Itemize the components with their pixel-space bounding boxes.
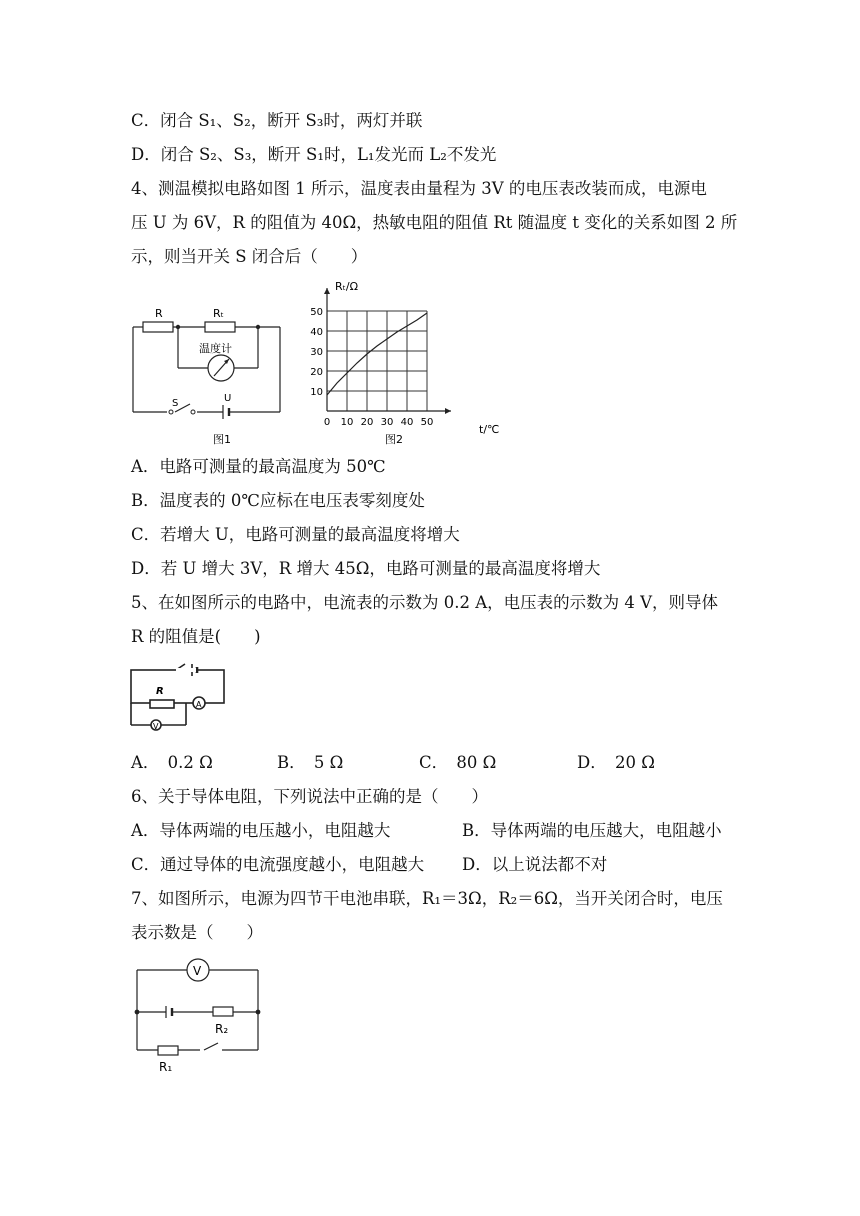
y-tick-label-4: 50 (310, 307, 323, 318)
q7-stem-line-1: 7、如图所示，电源为四节干电池串联，R₁＝3Ω，R₂＝6Ω，当开关闭合时，电压 (131, 889, 723, 908)
q5-stem-line-1: 5、在如图所示的电路中，电流表的示数为 0.2 A，电压表的示数为 4 V，则导体 (131, 593, 719, 612)
chart-grid (327, 311, 427, 411)
q4-stem-line-3: 示，则当开关 S 闭合后（ ） (131, 247, 368, 266)
chart-caption: 图2 (385, 433, 403, 446)
y-tick-label-0: 10 (310, 387, 323, 398)
q5-circuit-figure (126, 660, 230, 738)
x-tick-label-3: 30 (380, 417, 394, 428)
fig1-caption: 图1 (213, 433, 231, 446)
q7-circuit-figure (128, 958, 268, 1076)
x-tick-label-1: 10 (340, 417, 354, 428)
x-tick-label-0: 0 (323, 417, 331, 428)
x-axis-arrow (445, 408, 451, 414)
q4-stem-line-2: 压 U 为 6V，R 的阻值为 40Ω，热敏电阻的阻值 Rt 随温度 t 变化的关系如图 2 所 (131, 213, 738, 232)
chart-series-line (327, 313, 427, 395)
y-tick-label-1: 20 (310, 367, 323, 378)
x-tick-label-5: 50 (420, 417, 434, 428)
q6-option-b: B．导体两端的电压越大，电阻越小 (462, 821, 722, 840)
chart-ylabel: Rₜ/Ω (335, 280, 358, 293)
q5-label-a: A (196, 700, 202, 709)
q6-option-a: A．导体两端的电压越小，电阻越大 (131, 821, 391, 840)
y-tick-label-3: 40 (310, 327, 323, 338)
q7-label-r1: R₁ (159, 1060, 173, 1074)
x-tick-label-4: 40 (400, 417, 414, 428)
x-tick-label-2: 20 (360, 417, 374, 428)
q4-figure-2-chart (305, 276, 515, 450)
q4-option-a: A．电路可测量的最高温度为 50℃ (131, 457, 386, 476)
q6-option-d: D．以上说法都不对 (462, 855, 608, 874)
q7-label-v: V (193, 964, 202, 978)
y-tick-label-2: 30 (310, 347, 323, 358)
q7-label-r2: R₂ (215, 1022, 229, 1036)
q5-option-c: C． 80 Ω (419, 753, 497, 772)
q6-stem: 6、关于导体电阻，下列说法中正确的是（ ） (131, 787, 488, 806)
q6-option-c: C．通过导体的电流强度越小，电阻越大 (131, 855, 425, 874)
q5-option-b: B． 5 Ω (277, 753, 344, 772)
fig1-label-r: R (155, 307, 163, 320)
q4-option-c: C．若增大 U，电路可测量的最高温度将增大 (131, 525, 460, 544)
fig1-label-meter: 温度计 (199, 342, 232, 355)
fig1-label-u: U (224, 393, 232, 404)
q7-stem-line-2: 表示数是（ ） (131, 923, 263, 942)
q3-option-c: C．闭合 S₁、S₂，断开 S₃时，两灯并联 (131, 111, 423, 130)
q5-stem-line-2: R 的阻值是( ) (131, 627, 261, 646)
fig1-label-s: S (172, 398, 179, 409)
q5-option-a: A． 0.2 Ω (131, 753, 213, 772)
q4-option-d: D．若 U 增大 3V，R 增大 45Ω，电路可测量的最高温度将增大 (131, 559, 601, 578)
q5-label-v: V (153, 722, 159, 731)
q3-option-d: D．闭合 S₂、S₃，断开 S₁时，L₁发光而 L₂不发光 (131, 145, 497, 164)
q5-option-d: D． 20 Ω (577, 753, 655, 772)
q4-option-b: B．温度表的 0℃应标在电压表零刻度处 (131, 491, 425, 510)
fig1-label-rt: Rₜ (213, 307, 224, 320)
chart-xlabel: t/℃ (479, 423, 500, 436)
q5-label-r: R (156, 686, 164, 697)
y-axis-arrow (324, 288, 330, 294)
q4-stem-line-1: 4、测温模拟电路如图 1 所示，温度表由量程为 3V 的电压表改装而成，电源电 (131, 179, 707, 198)
q4-figure-1-circuit (125, 300, 295, 450)
